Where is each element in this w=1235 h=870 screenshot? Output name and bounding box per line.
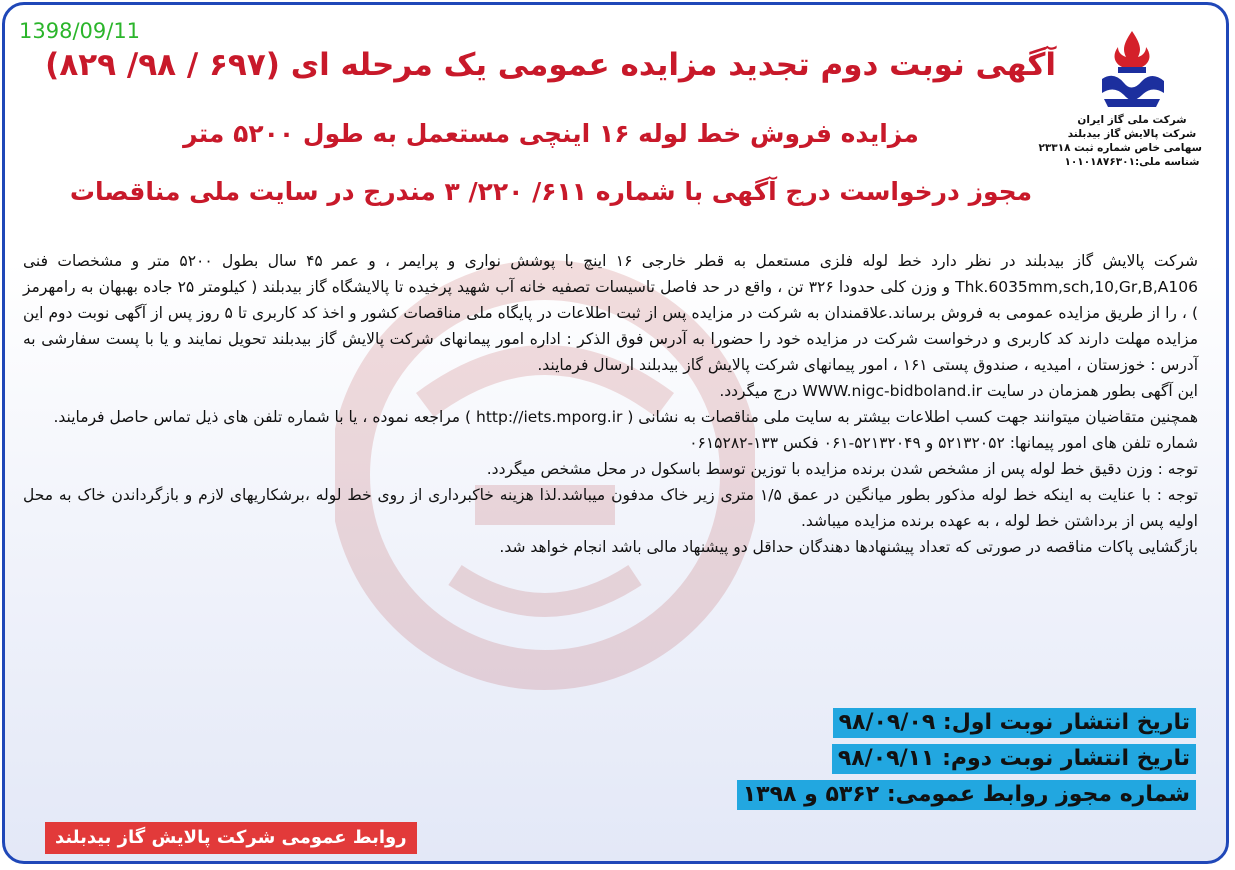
logo-line-3: سهامی خاص شماره ثبت ۲۳۳۱۸ [1038,142,1202,154]
body-paragraph-phones: شماره تلفن های امور پیمانها: ۵۲۱۳۲۰۵۲ و ۵۲۱۳۲۰۴۹-۰۶۱ فکس ۱۳۳-۰۶۱۵۲۸۲ [689,434,1198,452]
footer-public-relations: روابط عمومی شرکت پالایش گاز بیدبلند [45,822,417,854]
ad-body [23,248,1198,560]
body-paragraph-opening: بازگشایی پاکات مناقصه در صورتی که تعداد پیشنهادها دهندگان حداقل دو پیشنهاد مالی باشد انجام خواهد شد. [499,538,1198,556]
body-p1-a: شرکت پالایش گاز بیدبلند در نظر دارد خط لوله فلزی مستعمل به قطر خارجی ۱۶ اینچ با پوشش نواری و پرایمر ، و عمر ۴۵ سال بطول ۵۲۰۰ متر و مشخصات فنی [23,252,1198,270]
tech-spec: Thk.6035mm,sch,10,Gr,B,A106 [955,278,1198,296]
date-tag: 1398/09/11 [19,19,141,43]
body-p2-a: این آگهی بطور همزمان در سایت [986,382,1198,400]
ad-frame [2,2,1229,864]
body-p3-b: ) مراجعه نموده ، یا با شماره تلفن های ذیل تماس حاصل فرمایند. [53,408,472,426]
nigc-flame-logo-icon [1094,27,1170,113]
logo-line-2: شرکت پالایش گاز بیدبلند [1067,128,1197,140]
body-p1-b: و وزن کلی حدودا ۳۲۶ تن ، واقع در حد فاصل تاسیسات تصفیه خانه آب شهید پرخیده تا پالایشگاه گاز بیدبلند ( کیلومتر ۲۵ جاده بهبهان به رامهرمز ) ، را از طریق مزایده عمومی به فروش برساند.علاقمندان به شرکت در مزایده پس از ثبت اطلاعات در پایگاه ملی مناقصات کشور و اخذ کد کاربری تا ۵ روز پس از آگهی نوبت دوم این مزایده مهلت دارند کد کاربری و درخواست شرکت در مزایده خود را حضورا به آدرس فوق الذکر : اداره امور پیمانهای شرکت پالایش گاز بیدبلند تحویل نمایند و یا با پست سفارشی به آدرس : خوزستان ، امیدیه ، صندوق پستی ۱۶۱ ، امور پیمانهای شرکت پالایش گاز بیدبلند ارسال فرمایند. [23,278,1198,374]
body-paragraph-note-2: توجه : با عنایت به اینکه خط لوله مذکور بطور میانگین در عمق ۱/۵ متری زیر خاک مدفون میباشد.لذا هزینه خاکبرداری از روی خط لوله ،برشکاریهای لازم و بازگرداندن خاک به محل اولیه پس از برداشتن خط لوله ، به عهده برنده مزایده میباشد. [23,486,1198,530]
ad-title: آگهی نوبت دوم تجدید مزایده عمومی یک مرحله ای (۶۹۷ / ۹۸/ ۸۲۹) [45,47,1056,83]
ad-permit-line: مجوز درخواست درج آگهی با شماره ۶۱۱/ ۲۲۰/ ۳ مندرج در سایت ملی مناقصات [69,177,1033,206]
second-publication-date: تاریخ انتشار نوبت دوم: ۹۸/۰۹/۱۱ [832,744,1196,774]
bidboland-site-link[interactable]: WWW.nigc-bidboland.ir [802,382,982,400]
body-p3-a: همچنین متقاضیان میتوانند جهت کسب اطلاعات بیشتر به سایت ملی مناقصات به نشانی ( [627,408,1198,426]
pr-permit-number: شماره مجوز روابط عمومی: ۵۳۶۲ و ۱۳۹۸ [737,780,1196,810]
body-paragraph-3 [23,404,1198,430]
body-paragraph-1 [23,248,1198,378]
body-paragraph-2 [23,378,1198,404]
first-publication-date: تاریخ انتشار نوبت اول: ۹۸/۰۹/۰۹ [833,708,1196,738]
logo-line-1: شرکت ملی گاز ایران [1077,114,1187,126]
ad-subtitle: مزایده فروش خط لوله ۱۶ اینچی مستعمل به طول ۵۲۰۰ متر [183,119,919,148]
body-p2-b: درج میگردد. [719,382,798,400]
iets-site-link[interactable]: http://iets.mporg.ir [476,408,623,426]
logo-line-4: شناسه ملی:۱۰۱۰۱۸۷۶۳۰۱ [1064,156,1200,168]
body-paragraph-note-1: توجه : وزن دقیق خط لوله پس از مشخص شدن برنده مزایده با توزین توسط باسکول در محل مشخص میگردد. [486,460,1198,478]
company-logo-block [1038,27,1202,169]
